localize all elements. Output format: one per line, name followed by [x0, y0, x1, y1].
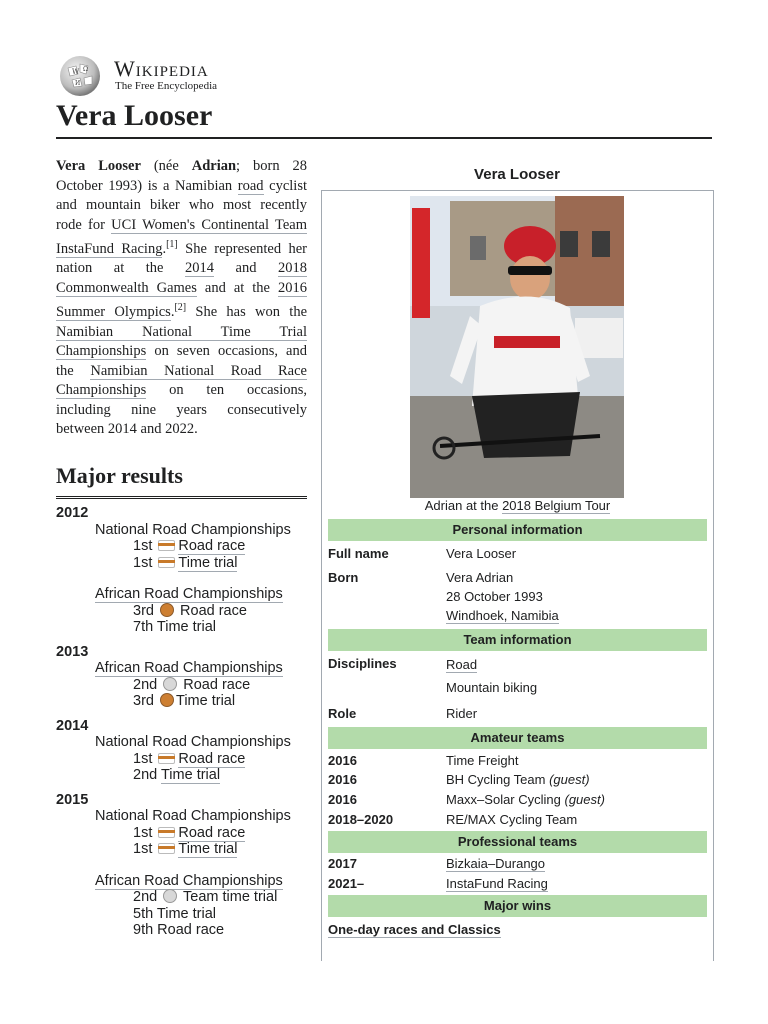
competition-label: National Road Championships: [95, 521, 291, 538]
link-road[interactable]: road: [237, 177, 264, 194]
value-full-name: Vera Looser: [446, 546, 517, 561]
svg-text:И: И: [75, 80, 81, 87]
national-champion-jersey-icon: [158, 827, 175, 838]
link-instafund-racing[interactable]: InstaFund Racing: [56, 240, 163, 257]
intro-text: (née: [140, 158, 192, 174]
amateur-team: RE/MAX Cycling Team: [446, 812, 578, 827]
site-header: [56, 54, 356, 98]
intro-text: She represented her nation at the: [56, 240, 308, 277]
result-position: 3rd: [133, 693, 154, 709]
competition-label: National Road Championships: [95, 808, 291, 824]
value-discipline: Mountain biking: [446, 680, 538, 695]
result-event-link[interactable]: Time trial: [178, 841, 238, 857]
subject-name: Vera Looser: [56, 158, 141, 174]
amateur-team-name: Maxx–Solar Cycling: [446, 792, 565, 807]
link-pro-team[interactable]: Bizkaia–Durango: [446, 856, 546, 871]
result-item: [133, 825, 316, 842]
result-event: Road race: [183, 676, 251, 693]
label-role: Role: [328, 706, 357, 721]
link-2018-belgium-tour[interactable]: 2018 Belgium Tour: [502, 498, 611, 513]
result-position: 3rd: [133, 602, 154, 619]
wikipedia-wordmark[interactable]: Wikipedia: [114, 56, 209, 81]
value-role: Rider: [446, 706, 478, 721]
result-event-link[interactable]: Road race: [178, 538, 246, 554]
competition-link[interactable]: African Road Championships: [95, 660, 283, 676]
result-item: [133, 889, 316, 906]
intro-paragraph: [56, 157, 307, 440]
value-born-name: Vera Adrian: [446, 570, 514, 585]
infobox-header-team: Team information: [328, 629, 707, 651]
intro-text: .: [162, 240, 167, 257]
label-disciplines: Disciplines: [328, 656, 397, 671]
result-position: 1st: [133, 554, 153, 571]
link-pro-team[interactable]: InstaFund Racing: [446, 876, 548, 891]
result-item: [133, 693, 316, 710]
link-national-tt-championships[interactable]: Namibian National Time Trial Championships: [56, 323, 307, 360]
result-item: [133, 538, 316, 555]
reference-1[interactable]: [1]: [166, 239, 178, 250]
svg-text:Ω: Ω: [83, 66, 88, 73]
intro-text: and at the: [196, 279, 278, 296]
link-uci-womens-team[interactable]: UCI Women's Continental Team: [111, 216, 307, 233]
year-heading: 2014: [56, 717, 89, 734]
result-item: 9th Road race: [133, 922, 225, 938]
amateur-year: 2016: [328, 753, 357, 768]
pro-year: 2017: [328, 856, 357, 871]
result-position: 1st: [133, 824, 153, 841]
infobox: [321, 190, 714, 961]
silver-medal-icon: [163, 677, 177, 691]
amateur-year: 2016: [328, 772, 357, 787]
cyclist-photo[interactable]: [410, 196, 624, 498]
intro-text: on ten occasions, including nine years consecutively between 2014 and 2022.: [56, 382, 307, 438]
result-event: Time trial: [176, 693, 236, 709]
intro-text: She has won the: [186, 304, 307, 321]
result-item: [133, 767, 316, 784]
guest-note: (guest): [564, 792, 605, 807]
year-heading: 2015: [56, 791, 89, 808]
label-born: Born: [328, 570, 359, 585]
svg-text:W: W: [72, 68, 80, 76]
birth-surname: Adrian: [191, 158, 237, 174]
result-item: [133, 751, 316, 768]
wikipedia-globe-icon[interactable]: [56, 54, 104, 98]
infobox-header-major-wins: Major wins: [328, 895, 707, 917]
result-position: 2nd: [133, 767, 158, 783]
year-heading: 2013: [56, 643, 89, 660]
result-item: 5th Time trial: [133, 905, 216, 922]
result-position: 1st: [133, 841, 153, 857]
bronze-medal-icon: [160, 603, 174, 617]
result-position: 1st: [133, 538, 153, 554]
competition-label: National Road Championships: [95, 734, 291, 750]
result-item: [133, 555, 316, 572]
competition-link[interactable]: African Road Championships: [95, 872, 283, 889]
silver-medal-icon: [163, 889, 177, 903]
year-heading: 2012: [56, 505, 89, 521]
value-born-date: 28 October 1993: [446, 589, 543, 604]
link-windhoek-namibia[interactable]: Windhoek, Namibia: [446, 608, 559, 623]
wikipedia-tagline: The Free Encyclopedia: [115, 80, 218, 92]
national-champion-jersey-icon: [158, 843, 175, 854]
reference-2[interactable]: [2]: [174, 302, 187, 314]
national-champion-jersey-icon: [158, 540, 175, 551]
bronze-medal-icon: [160, 693, 174, 707]
link-national-rr-championships[interactable]: Namibian National Road Race Championships: [56, 362, 307, 399]
infobox-title: Vera Looser: [474, 166, 560, 183]
result-item: [133, 603, 316, 620]
result-event: Road race: [180, 602, 247, 619]
label-full-name: Full name: [328, 546, 389, 561]
section-heading-major-results: Major results: [56, 463, 307, 499]
result-item: 7th Time trial: [133, 619, 216, 635]
intro-text: .: [170, 304, 175, 321]
result-position: 2nd: [133, 889, 158, 905]
result-item: [133, 677, 316, 694]
intro-text: and: [214, 260, 279, 277]
link-one-day-races[interactable]: One-day races and Classics: [328, 922, 501, 937]
national-champion-jersey-icon: [158, 557, 175, 568]
caption-text: Adrian at the: [424, 498, 503, 513]
pro-year: 2021–: [328, 876, 365, 891]
competition-link[interactable]: African Road Championships: [95, 586, 283, 602]
amateur-year: 2018–2020: [328, 812, 394, 827]
result-position: 2nd: [133, 676, 158, 693]
amateur-year: 2016: [328, 792, 357, 807]
intro-text: cyclist and mountain biker who most recently rode for: [56, 177, 307, 233]
result-position: 1st: [133, 750, 153, 767]
link-2018[interactable]: 2018: [278, 260, 308, 277]
intro-text: ; born 28 October 1993) is a Namibian: [56, 158, 308, 194]
amateur-team: Time Freight: [446, 753, 519, 768]
result-event-link[interactable]: Road race: [178, 824, 246, 841]
result-event-link[interactable]: Road race: [178, 750, 246, 767]
guest-note: (guest): [549, 772, 590, 787]
result-event: Team time trial: [183, 889, 278, 905]
infobox-header-professional: Professional teams: [328, 831, 707, 853]
amateur-team: [446, 772, 590, 787]
infobox-header-personal: Personal information: [328, 519, 707, 541]
photo-caption: [322, 498, 713, 513]
result-event-link[interactable]: Time trial: [160, 767, 221, 783]
link-commonwealth-games[interactable]: Commonwealth Games: [56, 279, 197, 296]
link-2016-summer-olympics[interactable]: 2016 Summer Olympics: [56, 279, 307, 321]
result-item: [133, 841, 316, 858]
result-event-link[interactable]: Time trial: [178, 554, 238, 571]
page-title: Vera Looser: [56, 97, 712, 139]
amateur-team: [446, 792, 605, 807]
major-results-list: [56, 505, 316, 939]
amateur-team-name: BH Cycling Team: [446, 772, 550, 787]
intro-text: on seven occasions, and the: [56, 343, 307, 379]
link-2014[interactable]: 2014: [185, 260, 215, 277]
link-road-discipline[interactable]: Road: [446, 657, 478, 672]
infobox-header-amateur: Amateur teams: [328, 727, 707, 749]
national-champion-jersey-icon: [158, 753, 175, 764]
